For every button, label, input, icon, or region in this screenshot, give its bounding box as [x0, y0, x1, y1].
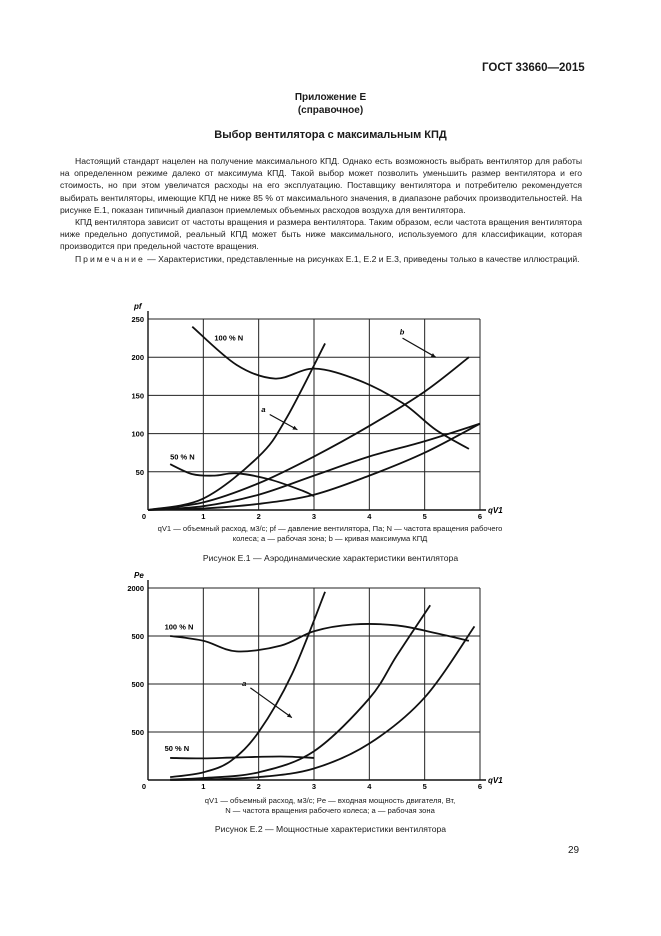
fig2-series-line-0: [170, 624, 469, 652]
fig1-series-line-3: [148, 343, 325, 510]
fig2-y-tick-label: 500: [131, 680, 144, 689]
fig2-x-tick-label: 4: [367, 782, 372, 791]
figure-2-legend-line-1: qV1 — объемный расход, м3/с; Pe — входная мощность двигателя, Вт,: [204, 796, 456, 805]
fig2-x-tick-label: 1: [201, 782, 206, 791]
fig1-series-line-1: [170, 464, 314, 496]
fig2-series-line-1: [170, 756, 314, 758]
fig1-y-axis-label: pf: [134, 302, 142, 311]
fig1-series-line-0: [192, 327, 469, 449]
fig2-y-tick-label: 500: [131, 632, 144, 641]
fig2-x-axis-label: qV1: [488, 776, 503, 785]
fig1-x-axis-label: qV1: [488, 506, 503, 515]
fig1-x-tick-label: 1: [201, 512, 206, 521]
fig1-annotation-a: a: [261, 405, 266, 415]
figure-1-legend-line-2: колеса; a — рабочая зона; b — кривая максимума КПД: [232, 534, 428, 543]
fig2-annotation-100n: 100 % N: [164, 622, 194, 632]
fig1-y-tick-label: 50: [135, 467, 144, 477]
fig1-y-tick-label: 100: [131, 429, 144, 439]
section-title: Выбор вентилятора с максимальным КПД: [214, 129, 447, 141]
fig2-y-tick-label: 500: [131, 728, 144, 737]
fig1-y-tick-label: 200: [131, 353, 144, 363]
fig2-x-tick-label: 2: [256, 782, 261, 791]
appendix-title: Приложение Е: [294, 92, 367, 103]
appendix-subtitle: (справочное): [297, 105, 364, 116]
figure-2-legend-line-2: N — частота вращения рабочего колеса; a — рабочая зона: [225, 806, 435, 815]
fig1-annotation-a-leader: [270, 415, 298, 430]
fig1-x-tick-label: 6: [477, 512, 483, 521]
fig2-y-axis-label: Pe: [134, 571, 144, 580]
fig1-annotation-b: b: [399, 327, 405, 337]
figure-1-caption: Рисунок Е.1 — Аэродинамические характеристики вентилятора: [202, 553, 459, 563]
fig2-series-line-4: [170, 626, 474, 780]
fig2-y-tick-label: 2000: [127, 584, 144, 593]
paragraph-1: Настоящий стандарт нацелен на получение максимального КПД. Однако есть возможность выбрать вентилятор для работы на определенном режиме далеко от максимума КПД. Такой выбор может позволить уменьшить размер вентилятора и его стоимость, но при этом увеличатся расходы на его эксплуатацию. Поставщику вентилятора и потребителю рекомендуется выбирать вентиляторы, имеющие КПД не ниже 85 % от максимального значения, в диапазоне рабочих производительностей. На рисунке Е.1, показан типичный диапазон приемлемых объемных расходов воздуха для вентилятора.: [60, 156, 582, 215]
fig1-annotation-b-leader: [403, 338, 436, 357]
figure-1-legend: [100, 524, 560, 544]
fig2-x-tick-label: 6: [477, 782, 483, 791]
fig1-x-tick-label: 0: [141, 512, 147, 521]
fig2-annotation-a: a: [242, 678, 247, 688]
standard-designation: ГОСТ 33660—2015: [482, 62, 585, 74]
fig1-x-tick-label: 5: [422, 512, 427, 521]
fig1-y-tick-label: 250: [131, 315, 144, 324]
paragraph-2: КПД вентилятора зависит от частоты вращения и размера вентилятора. Таким образом, если частота вращения вентилятора ниже предельно допустимой, реальный КПД может быть ниже максимального, используемого для классификации, которая производится при предельной частоте вращения.: [60, 217, 582, 252]
fig1-x-tick-label: 4: [367, 512, 372, 521]
fig2-series-line-3: [170, 605, 430, 779]
figure-2-legend: [100, 796, 560, 816]
fig2-x-tick-label: 0: [141, 782, 147, 791]
fig1-annotation-100n: 100 % N: [214, 333, 244, 343]
figure-2-caption: Рисунок Е.2 — Мощностные характеристики вентилятора: [214, 824, 447, 834]
fig2-annotation-50n: 50 % N: [164, 744, 190, 754]
note-label: Примечание: [75, 253, 145, 264]
note-text: — Характеристики, представленные на рисунках Е.1, Е.2 и Е.3, приведены только в качестве иллюстраций.: [144, 253, 580, 264]
page-number: 29: [568, 845, 580, 856]
fig1-annotation-50n: 50 % N: [170, 452, 195, 462]
fig1-x-tick-label: 3: [311, 512, 317, 521]
fig2-x-tick-label: 5: [422, 782, 427, 791]
figure-1-legend-line-1: qV1 — объемный расход, м3/с; pf — давление вентилятора, Па; N — частота вращения рабочего: [157, 524, 503, 533]
fig2-x-tick-label: 3: [311, 782, 317, 791]
fig1-y-tick-label: 150: [131, 391, 144, 401]
fig1-x-tick-label: 2: [256, 512, 261, 521]
